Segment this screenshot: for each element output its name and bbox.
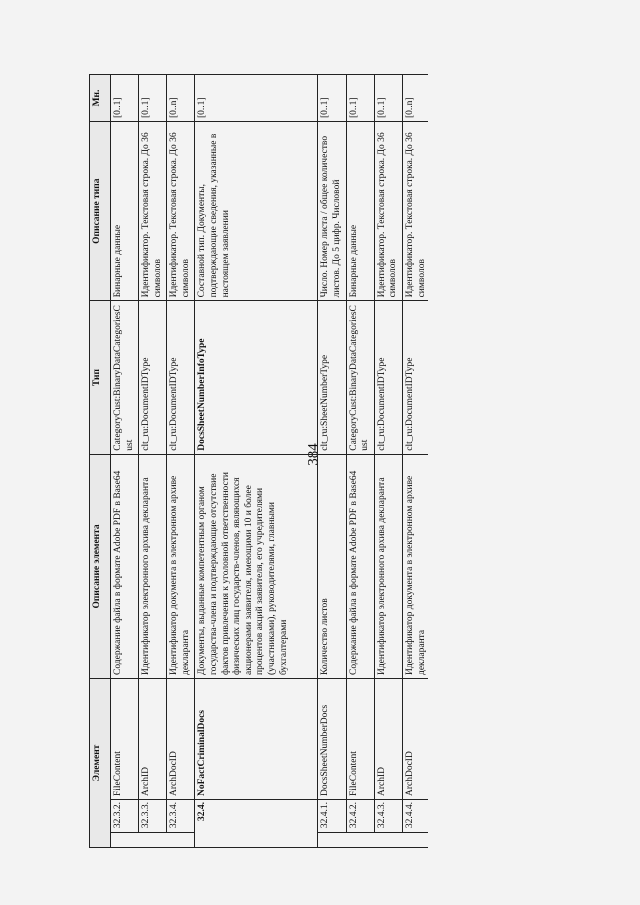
type-description: Идентификатор. Текстовая строка. До 36 символов xyxy=(402,121,428,300)
type-description: Идентификатор. Текстовая строка. До 36 символов xyxy=(167,121,195,300)
element-name: DocsSheetNumberDocs xyxy=(318,679,346,800)
schema-table xyxy=(89,74,428,848)
element-description: Идентификатор электронного архива декларанта xyxy=(374,454,402,678)
header-element: Элемент xyxy=(90,679,111,848)
type-description: Бинарные данные xyxy=(346,121,374,300)
element-name: ArchDocID xyxy=(402,679,428,800)
multiplicity: [0..1] xyxy=(374,75,402,122)
element-type: clt_ru:DocumentIDType xyxy=(402,301,428,454)
row-number: 32.4.1. xyxy=(318,800,346,833)
multiplicity: [0..n] xyxy=(167,75,195,122)
header-type: Тип xyxy=(90,301,111,454)
row-number: 32.3.3. xyxy=(139,800,167,833)
element-type: clt_ru:DocumentIDType xyxy=(139,301,167,454)
multiplicity: [0..1] xyxy=(195,75,318,122)
header-type-description: Описание типа xyxy=(90,121,111,300)
table-row-group-header xyxy=(195,75,318,848)
element-type: CategoryCust:BinaryDataCategoriesCust xyxy=(346,301,374,454)
element-type: CategoryCust:BinaryDataCategoriesCust xyxy=(111,301,139,454)
element-name: ArchID xyxy=(374,679,402,800)
element-description: Содержание файла в формате Adobe PDF в Base64 xyxy=(346,454,374,678)
element-type: DocsSheetNumberInfoType xyxy=(195,301,318,454)
type-description: Составной тип. Документы, подтверждающие сведения, указанные в настоящем заявлении xyxy=(195,121,318,300)
row-number: 32.3.2. xyxy=(111,800,139,833)
element-name: FileContent xyxy=(346,679,374,800)
element-name: ArchID xyxy=(139,679,167,800)
row-number: 32.4.3. xyxy=(374,800,402,833)
table-row xyxy=(139,75,167,848)
table-row xyxy=(346,75,374,848)
element-name: ArchDocID xyxy=(167,679,195,800)
element-description: Документы, выданные компетентным органом государства-члена и подтверждающие отсутствие фактов привлечения к уголовной ответственности физических лиц государств-членов, являющихся акционерами заявителя, имеющими 10 и более процентов акций заявителя, его учредителями (участниками), руководителями, главными бухгалтерами xyxy=(195,454,318,678)
element-name: FileContent xyxy=(111,679,139,800)
row-number: 32.3.4. xyxy=(167,800,195,833)
multiplicity: [0..n] xyxy=(402,75,428,122)
row-number: 32.4. xyxy=(195,800,318,848)
table-row xyxy=(402,75,428,848)
element-type: clt_ru:SheetNumberType xyxy=(318,301,346,454)
type-description: Бинарные данные xyxy=(111,121,139,300)
element-description: Идентификатор электронного архива декларанта xyxy=(139,454,167,678)
table-row xyxy=(111,75,139,848)
table-row xyxy=(374,75,402,848)
type-description: Идентификатор. Текстовая строка. До 36 символов xyxy=(374,121,402,300)
table-row xyxy=(318,75,346,848)
multiplicity: [0..1] xyxy=(346,75,374,122)
table-container xyxy=(89,74,428,848)
element-description: Содержание файла в формате Adobe PDF в Base64 xyxy=(111,454,139,678)
header-multiplicity: Мн. xyxy=(90,75,111,122)
multiplicity: [0..1] xyxy=(139,75,167,122)
type-description: Идентификатор. Текстовая строка. До 36 символов xyxy=(139,121,167,300)
rotated-table xyxy=(89,74,428,848)
element-name: NoFactCriminalDocs xyxy=(195,679,318,800)
element-description: Идентификатор документа в электронном архиве декларанта xyxy=(402,454,428,678)
element-type: clt_ru:DocumentIDType xyxy=(167,301,195,454)
table-row xyxy=(167,75,195,848)
element-type: clt_ru:DocumentIDType xyxy=(374,301,402,454)
header-element-description: Описание элемента xyxy=(90,454,111,678)
element-description: Идентификатор документа в электронном архиве декларанта xyxy=(167,454,195,678)
multiplicity: [0..1] xyxy=(111,75,139,122)
element-description: Количество листов xyxy=(318,454,346,678)
multiplicity: [0..1] xyxy=(318,75,346,122)
row-number: 32.4.2. xyxy=(346,800,374,833)
type-description: Число. Номер листа / общее количество листов. До 5 цифр. Числовой xyxy=(318,121,346,300)
table-header-row xyxy=(90,75,111,848)
page-number: 384 xyxy=(305,443,322,466)
row-number: 32.4.4. xyxy=(402,800,428,833)
